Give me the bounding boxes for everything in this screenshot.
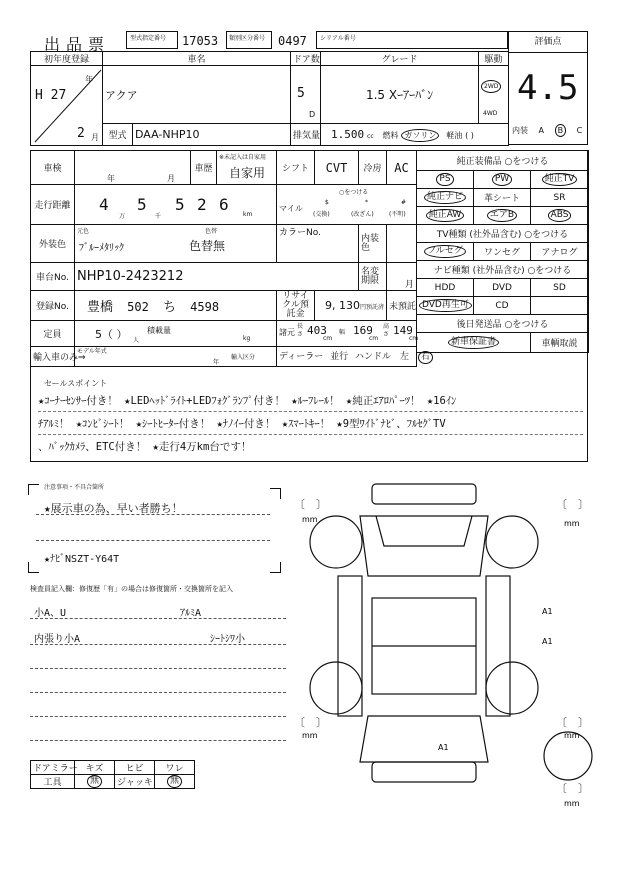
class-no-label-box <box>226 31 272 49</box>
navi-cd: CD <box>474 297 531 315</box>
disp-fuel-cell <box>321 124 509 146</box>
recycle-unit: 円預託済 <box>359 304 384 311</box>
shift-label: シフト <box>277 151 315 185</box>
length-unit: cm <box>323 335 333 342</box>
displacement-unit: cc <box>367 132 374 140</box>
width: 169 <box>353 324 373 337</box>
legend-crack: ヒビ <box>115 761 155 775</box>
inspector-line-1-right: ｱﾙﾐA <box>180 608 202 619</box>
interior-a: A <box>538 126 545 135</box>
height: 149 <box>393 324 413 337</box>
legend-tools-val: 無 <box>87 775 102 788</box>
mileage-man: 万 <box>119 213 126 220</box>
tv-fullseg: フルセグ <box>424 245 466 258</box>
model-year-label: モデル年式 <box>77 348 107 355</box>
dims-cell <box>277 321 417 347</box>
displacement: 1.500 <box>331 127 365 141</box>
tamper-label: (改ざん) <box>351 211 374 218</box>
notes-corner-bl <box>28 562 39 573</box>
parallel: 並行 <box>330 352 349 362</box>
length-label: 長さ <box>297 323 304 338</box>
drive-2wd: 2WD <box>481 80 501 93</box>
legend-jack-val: 無 <box>167 775 182 788</box>
car-damage-diagram <box>280 476 600 816</box>
rating-label: 評価点 <box>509 32 587 53</box>
windshield-shape <box>376 516 472 546</box>
class-no-label: 類別区分番号 <box>229 35 266 42</box>
inspector-rule-2 <box>30 644 286 645</box>
mileage-digit-1: 4 <box>99 195 109 214</box>
mm-rl: mm <box>302 731 318 740</box>
displacement-label: 排気量 <box>291 124 321 146</box>
legend-table <box>30 760 195 789</box>
capacity-cell <box>75 321 277 347</box>
type-no: 17053 <box>182 34 219 48</box>
rear-bumper-shape <box>372 762 476 782</box>
width-unit: cm <box>369 335 379 342</box>
interior-c: C <box>576 126 583 135</box>
interior-b: B <box>555 124 567 137</box>
notes-line-1: ★展示車の為、早い者勝ち！ <box>44 502 183 515</box>
handle-left: 左 <box>399 352 409 362</box>
drive-cell <box>479 66 509 124</box>
legend-break: ワレ <box>155 761 195 775</box>
mileage-digit-4: 2 <box>197 195 207 214</box>
legend-tools: 工具 <box>31 775 75 789</box>
dims-label: 諸元 <box>279 328 295 337</box>
equip-pw: PW <box>492 173 512 186</box>
color-change-label: 色替 <box>205 228 218 235</box>
import-options <box>277 347 430 367</box>
inspector-rule-6 <box>30 740 286 741</box>
inspector-rule-5 <box>30 716 286 717</box>
inspector-line-2-right: ｼｰﾄｼﾜ小 <box>210 634 245 645</box>
month-unit: 月 <box>91 133 99 142</box>
navi-hdd: HDD <box>417 279 474 297</box>
fuel-label: 燃料 <box>382 130 399 140</box>
sales-line-1: ★ｺｰﾅｰｾﾝｻｰ付き！ ★LEDﾍｯﾄﾞﾗｲﾄ+LEDﾌｫｸﾞﾗﾝﾌﾟ付き！ ★ﾙｰﾌﾚｰﾙ！ ★純正ｴｱﾛﾊﾟｰﾂ！ ★16ｲﾝ <box>38 393 583 412</box>
plate-num: 4598 <box>190 300 220 314</box>
notes-line-2: ★ﾅﾋﾞNSZT-Y64T <box>44 554 120 565</box>
mark-right-rear: A1 <box>542 637 553 646</box>
navi-dvd-play: DVD再生可 <box>419 299 472 312</box>
history: 自家用 <box>229 166 266 180</box>
mileage-flags-cell <box>277 185 417 225</box>
drive-label: 駆動 <box>479 52 509 66</box>
history-label: 車歴 <box>191 151 217 185</box>
legend-jack: ジャッキ <box>115 775 155 789</box>
legend-scratch: キズ <box>75 761 115 775</box>
front-right-wheel <box>486 516 538 568</box>
height-unit: cm <box>409 335 419 342</box>
bracket-rr: 〔 〕 <box>556 716 589 729</box>
transfer-label: 名変期限 <box>359 263 387 291</box>
fuel-gas: ガソリン <box>401 129 439 142</box>
plate-kana: ち <box>162 300 176 315</box>
navi-header: ナビ種類 (社外品含む) ○をつける <box>417 261 589 279</box>
bracket-fr: 〔 〕 <box>556 498 589 511</box>
inspector-line-1-left: 小A、U <box>34 608 67 619</box>
capacity-label: 定員 <box>31 321 75 347</box>
navi-sd: SD <box>531 279 589 297</box>
first-reg-cell <box>31 66 103 146</box>
equip-abs: ABS <box>548 209 572 222</box>
mm-spare: mm <box>564 799 580 808</box>
exchange-mark: $ <box>325 199 329 206</box>
equipment-header: 純正装備品 ○をつける <box>417 151 589 171</box>
tv-oneseg: ワンセグ <box>474 243 531 261</box>
bracket-spare: 〔 〕 <box>556 782 589 795</box>
bracket-fl: 〔 〕 <box>294 498 327 511</box>
recycle-unpaid: 未預託 <box>387 291 417 321</box>
unknown-mark: # <box>401 199 407 206</box>
chassis-label: 車台No. <box>31 263 75 291</box>
mileage-sen: 千 <box>155 213 162 220</box>
doors: 5 <box>297 86 305 101</box>
interior-grade-row <box>512 124 582 137</box>
bracket-rl: 〔 〕 <box>294 716 327 729</box>
inspector-label: 検査員記入欄：修復歴「有」の場合は修復箇所・交換箇所を記入 <box>30 585 233 593</box>
rear-left-wheel <box>310 662 362 714</box>
door-suffix: D <box>309 110 316 119</box>
model-year-unit: 年 <box>213 359 220 366</box>
mm-rr: mm <box>564 731 580 740</box>
inspection-month-unit: 月 <box>167 174 175 183</box>
rating-value: 4.5 <box>517 68 579 108</box>
fuel-other: ( ) <box>465 130 474 140</box>
car-basic-table <box>30 51 509 146</box>
tv-header: TV種類 (社外品含む) ○をつける <box>417 225 589 243</box>
equip-leather: 革シート <box>474 189 531 207</box>
plate-label: 登録No. <box>31 291 75 321</box>
mileage-digit-3: 5 <box>175 195 185 214</box>
type-no-label: 型式指定番号 <box>130 35 167 42</box>
inspection-cell <box>75 151 191 185</box>
post-header: 後日発送品 ○をつける <box>417 315 589 333</box>
capacity: 5（ ） <box>95 328 128 341</box>
equip-ps: PS <box>436 173 453 186</box>
capacity-unit: 人 <box>133 337 140 344</box>
grade: 1.5 Xｰｱｰﾊﾞﾝ <box>321 66 479 124</box>
serial-box <box>316 31 508 49</box>
import-type-label: 輸入区分 <box>231 354 256 361</box>
grade-label: グレード <box>321 52 479 66</box>
shift: CVT <box>315 151 359 185</box>
mile-label: マイル <box>279 204 303 213</box>
mileage-digit-5: 6 <box>219 195 229 214</box>
interior-color-label: 内装色 <box>359 225 387 263</box>
legend-mirror: ドアミラー <box>31 761 75 775</box>
model-label: 型式 <box>103 124 133 146</box>
history-cell <box>217 151 277 185</box>
recycle-cell <box>315 291 387 321</box>
equip-sr: SR <box>531 189 589 207</box>
circle-hint: ○をつける <box>339 189 369 196</box>
mileage-cell <box>75 185 277 225</box>
plate-area: 豊橋 <box>87 300 114 315</box>
inspection-label: 車検 <box>31 151 75 185</box>
navi-dvd: DVD <box>474 279 531 297</box>
interior-label: 内装 <box>512 126 528 135</box>
history-note: ※未記入は自家用 <box>219 154 267 161</box>
handle-right: 右 <box>418 351 433 364</box>
notes-rule-1 <box>36 514 270 515</box>
year-unit: 年 <box>85 75 93 84</box>
post-manual: 車輌取説 <box>531 333 589 353</box>
plate-class: 502 <box>127 300 149 314</box>
ac: AC <box>387 151 417 185</box>
equip-airbag: エアB <box>487 209 517 222</box>
serial-label: シリアル番号 <box>320 35 356 42</box>
original-color-label: 元色 <box>77 228 90 235</box>
drive-4wd: 4WD <box>483 110 498 117</box>
ac-label: 冷房 <box>359 151 387 185</box>
inspector-rule-3 <box>30 668 286 669</box>
recycle-label: リサイクル預託金 <box>277 291 315 321</box>
mm-fr: mm <box>564 519 580 528</box>
left-side-shape <box>338 576 362 716</box>
doors-label: ドア数 <box>291 52 321 66</box>
color-cell <box>75 225 277 263</box>
front-bumper-shape <box>372 484 476 504</box>
height-label: 高さ <box>383 323 390 338</box>
original-color: ﾌﾞﾙｰﾒﾀﾘｯｸ <box>79 243 124 254</box>
fuel-diesel: 軽油 <box>446 130 463 140</box>
chassis: NHP10-2423212 <box>75 263 359 291</box>
mileage-digit-2: 5 <box>137 195 147 214</box>
first-reg-era: H 27 <box>35 88 67 103</box>
plate-cell <box>75 291 277 321</box>
mileage-label: 走行距離 <box>31 185 75 225</box>
doors-cell <box>291 66 321 124</box>
exchange-label: (交換) <box>313 211 330 218</box>
post-warranty: 新車保証書 <box>448 336 499 349</box>
model: DAA-NHP10 <box>133 124 291 146</box>
notes-rule-2 <box>36 540 270 541</box>
mark-rear: A1 <box>438 743 449 752</box>
class-no: 0497 <box>278 34 307 48</box>
equip-aw: 純正AW <box>426 209 465 222</box>
transfer-date <box>387 263 417 291</box>
equipment-table <box>416 150 589 353</box>
width-label: 幅 <box>339 329 346 336</box>
notes-label: 注意事項・不具合箇所 <box>44 484 105 491</box>
first-reg-month: 2 <box>77 126 85 141</box>
color-label: 外装色 <box>31 225 75 263</box>
car-name-label: 車名 <box>103 52 291 66</box>
inspection-year-unit: 年 <box>107 174 115 183</box>
equip-tv: 純正TV <box>542 173 578 186</box>
sales-line-3: 、ﾊﾞｯｸｶﾒﾗ、ETC付き！ ★走行4万km台です！ <box>38 441 252 453</box>
front-left-wheel <box>310 516 362 568</box>
right-side-shape <box>486 576 510 716</box>
color-change: 色替無 <box>189 239 226 253</box>
equip-navi: 純正ナビ <box>424 191 466 204</box>
import-cell <box>75 347 277 367</box>
tamper-mark: * <box>365 199 368 206</box>
recycle-amount: 9, 130 <box>324 299 360 312</box>
color-no-label: カラーNo. <box>277 225 359 263</box>
mileage-km: km <box>243 211 253 218</box>
type-no-label-box <box>126 31 178 49</box>
trunk-shape <box>360 716 488 762</box>
car-name: アクア <box>103 66 291 124</box>
inspector-rule-1 <box>30 618 286 619</box>
mm-fl: mm <box>302 515 318 524</box>
load-unit: kg <box>243 335 251 342</box>
length: 403 <box>307 324 327 337</box>
sales-label: セールスポイント <box>44 379 108 388</box>
vehicle-info-table <box>30 150 430 367</box>
form-title: 出品票 <box>44 35 111 54</box>
import-label: 輸入車のみ⇒ <box>31 347 75 367</box>
first-reg-label: 初年度登録 <box>31 52 103 66</box>
rear-right-wheel <box>486 662 538 714</box>
tv-analog: アナログ <box>531 243 589 261</box>
inspector-line-2-left: 内張り小A <box>34 634 81 645</box>
sales-line-2: ﾁｱﾙﾐ！ ★ｺﾝﾋﾞｼｰﾄ！ ★ｼｰﾄﾋｰﾀｰ付き！ ★ﾅﾉｲｰ付き！ ★ｽﾏｰﾄｷｰ！ ★9型ﾜｲﾄﾞﾅﾋﾞ、ﾌﾙｾｸﾞTV <box>38 416 583 435</box>
dealer: ディーラー <box>279 352 324 362</box>
notes-corner-tl <box>28 484 39 495</box>
handle-label: ハンドル <box>355 352 392 362</box>
load-label: 積載量 <box>147 326 171 335</box>
transfer-month-unit: 月 <box>404 280 414 290</box>
unknown-label: (不明) <box>389 211 406 218</box>
inspector-rule-4 <box>30 692 286 693</box>
mark-right-front: A1 <box>542 607 553 616</box>
